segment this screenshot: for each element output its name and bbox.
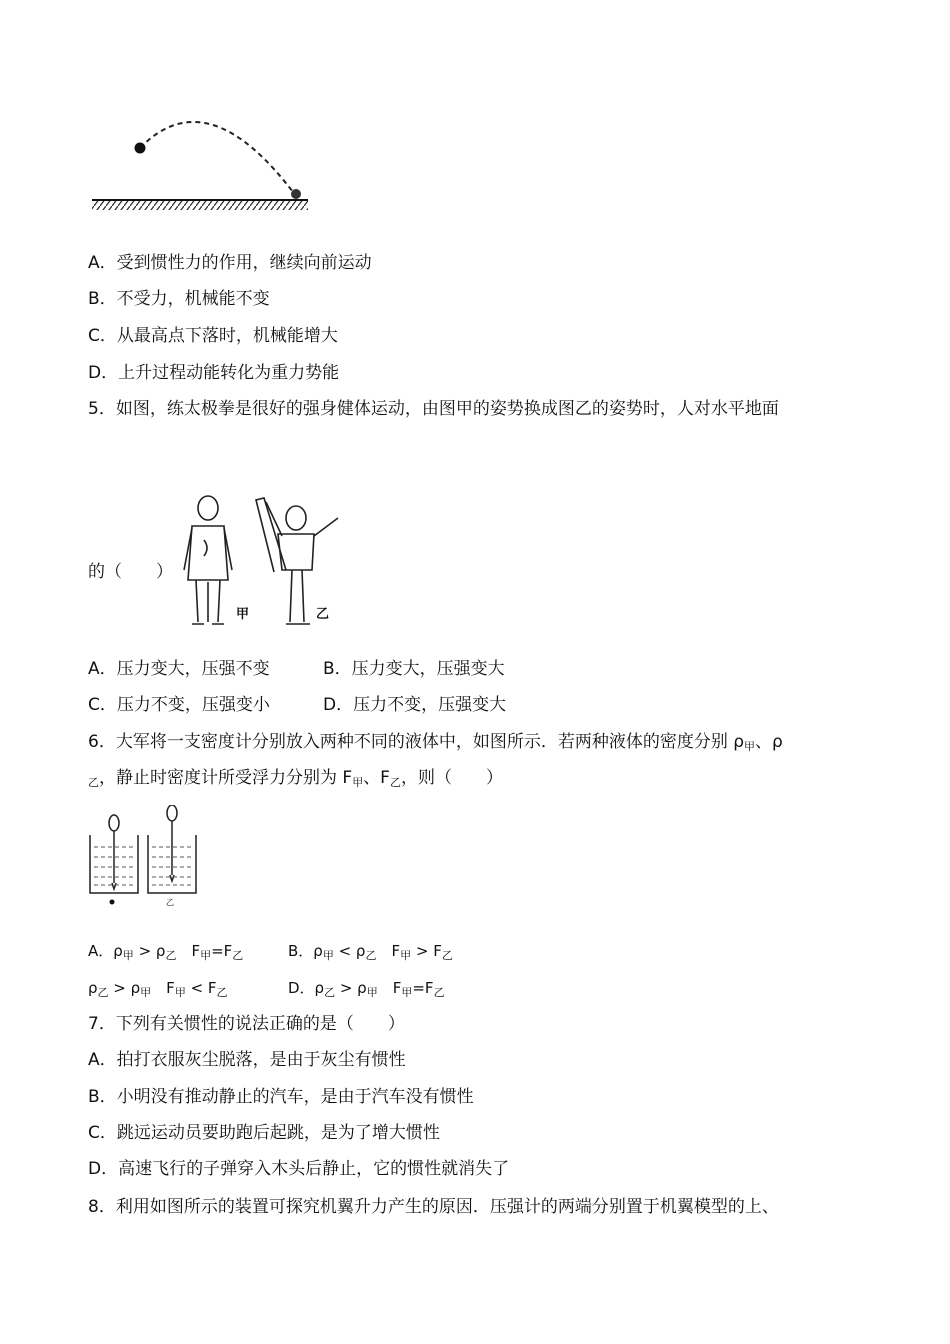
q6-option-d: D．$\rho_乙 > \rho_甲$ $F_甲=F_乙$ [288, 979, 445, 999]
q7-option-d: D．高速飞行的子弹穿入木头后静止，它的惯性就消失了 [88, 1159, 510, 1179]
hydrometer-figure [86, 805, 206, 910]
ball-end [291, 189, 301, 199]
q5-option-d: D．压力不变，压强变大 [323, 695, 507, 715]
ground-hatch [92, 201, 308, 210]
q4-option-c: C．从最高点下落时，机械能增大 [88, 326, 338, 346]
q7-option-c: C．跳远运动员要助跑后起跳，是为了增大惯性 [88, 1123, 440, 1143]
q7-option-a: A．拍打衣服灰尘脱落，是由于灰尘有惯性 [88, 1050, 406, 1070]
q6-stem: 6．大军将一支密度计分别放入两种不同的液体中，如图所示．若两种液体的密度分别 $\rho_甲$、ρ [88, 732, 783, 753]
q4-option-b: B．不受力，机械能不变 [88, 289, 270, 309]
q4-option-a: A．受到惯性力的作用，继续向前运动 [88, 253, 372, 273]
fig5-label-jia: 甲 [236, 607, 250, 622]
ball-start [135, 143, 146, 154]
fig5-label-yi: 乙 [316, 607, 330, 622]
fig6-label-dot [110, 900, 115, 905]
fig6-label-yi: 乙 [166, 898, 174, 907]
person-yi [256, 498, 338, 624]
ball-trajectory-figure [88, 118, 313, 218]
q7-stem: 7．下列有关惯性的说法正确的是（ ） [88, 1014, 405, 1034]
trajectory-path [140, 122, 296, 196]
q5-option-b: B．压力变大，压强变大 [323, 659, 505, 679]
q6-stem-line2: $_乙$，静止时密度计所受浮力分别为 $F_甲$、$F_乙$，则（ ） [88, 768, 503, 789]
q5-stem-tail: 的（ ） [88, 562, 173, 582]
q6-option-c: $\rho_乙 > \rho_甲$ $F_甲 < F_乙$ [88, 979, 228, 999]
q5-stem: 5．如图，练太极拳是很好的强身健体运动，由图甲的姿势换成图乙的姿势时，人对水平地面 [88, 399, 779, 419]
q6-option-a: A．$\rho_甲 > \rho_乙$ $F_甲=F_乙$ [88, 942, 244, 962]
q7-option-b: B．小明没有推动静止的汽车，是由于汽车没有惯性 [88, 1087, 474, 1107]
person-jia [184, 496, 232, 624]
q5-option-a: A．压力变大，压强不变 [88, 659, 270, 679]
q6-option-b: B．$\rho_甲 < \rho_乙$ $F_甲 > F_乙$ [288, 942, 453, 962]
taichi-figure [178, 490, 353, 630]
q5-option-c: C．压力不变，压强变小 [88, 695, 270, 715]
q4-option-d: D．上升过程动能转化为重力势能 [88, 363, 340, 383]
q8-stem: 8．利用如图所示的装置可探究机翼升力产生的原因．压强计的两端分别置于机翼模型的上、 [88, 1197, 779, 1217]
